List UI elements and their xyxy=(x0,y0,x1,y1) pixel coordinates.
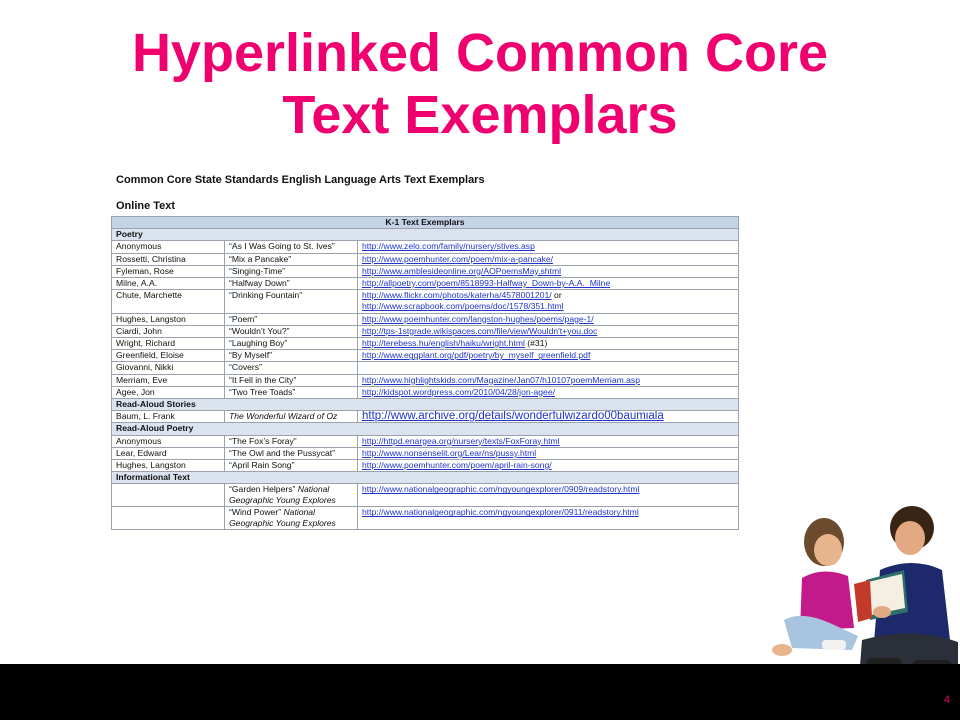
table-row xyxy=(112,241,739,253)
section-row xyxy=(112,472,739,484)
exemplars-table xyxy=(111,216,739,530)
document-heading: Common Core State Standards English Language Arts Text Exemplars xyxy=(116,174,485,186)
author-cell: Agee, Jon xyxy=(112,386,225,398)
section-row xyxy=(112,423,739,435)
exemplar-link[interactable]: http://www.scrapbook.com/poems/doc/1578/351.html xyxy=(362,301,564,312)
title-cell xyxy=(225,350,358,362)
author-cell: Merriam, Eve xyxy=(112,374,225,386)
document-subheading: Online Text xyxy=(116,200,176,212)
link-cell xyxy=(358,241,739,253)
section-row xyxy=(112,229,739,241)
title-cell xyxy=(225,313,358,325)
link-cell xyxy=(358,374,739,386)
exemplar-link[interactable]: http://www.poemhunter.com/poem/april-rain-song/ xyxy=(362,460,552,471)
author-cell: Anonymous xyxy=(112,241,225,253)
title-text: “Poem” xyxy=(229,313,258,324)
link-cell xyxy=(358,338,739,350)
title-text: “Wind Power” xyxy=(229,507,282,518)
link-cell xyxy=(358,484,739,507)
title-cell xyxy=(225,447,358,459)
link-cell xyxy=(358,447,739,459)
author-cell: Anonymous xyxy=(112,435,225,447)
table-row xyxy=(112,290,739,313)
title-cell xyxy=(225,265,358,277)
link-cell xyxy=(358,386,739,398)
section-label: Read-Aloud Stories xyxy=(112,399,739,411)
title-cell xyxy=(225,362,358,374)
author-cell: Chute, Marchette xyxy=(112,290,225,313)
exemplar-link[interactable]: http://www.nationalgeographic.com/ngyoungexplorer/0911/readstory.html xyxy=(362,507,639,518)
exemplar-link[interactable]: http://tps-1stgrade.wikispaces.com/file/view/Wouldn't+you.doc xyxy=(362,325,598,336)
link-cell xyxy=(358,507,739,530)
author-cell: Wright, Richard xyxy=(112,338,225,350)
table-row xyxy=(112,460,739,472)
author-cell: Giovanni, Nikki xyxy=(112,362,225,374)
exemplar-link[interactable]: http://www.poemhunter.com/langston-hughes/poems/page-1/ xyxy=(362,313,594,324)
table-row xyxy=(112,313,739,325)
title-text: “Two Tree Toads” xyxy=(229,386,296,397)
link-joiner: or xyxy=(551,290,562,301)
title-cell xyxy=(225,253,358,265)
exemplar-link[interactable]: http://terebess.hu/english/haiku/wright.html xyxy=(362,338,525,349)
table-row xyxy=(112,435,739,447)
title-text: “By Myself” xyxy=(229,350,272,361)
author-cell: Ciardi, John xyxy=(112,325,225,337)
link-cell xyxy=(358,411,739,423)
title-cell xyxy=(225,386,358,398)
title-text: “Laughing Boy” xyxy=(229,338,288,349)
table-header: K-1 Text Exemplars xyxy=(112,217,739,229)
exemplar-link[interactable]: http://httpd.enargea.org/nursery/texts/FoxForay.html xyxy=(362,435,560,446)
slide-title xyxy=(0,22,960,146)
table-row xyxy=(112,278,739,290)
exemplar-link[interactable]: http://www.nationalgeographic.com/ngyoungexplorer/0909/readstory.html xyxy=(362,484,640,495)
link-suffix: (#31) xyxy=(524,338,548,349)
author-cell: Rossetti, Christina xyxy=(112,253,225,265)
table-row xyxy=(112,374,739,386)
title-text: “Singing-Time” xyxy=(229,265,286,276)
table-row xyxy=(112,507,739,530)
title-text: “Drinking Fountain” xyxy=(229,290,303,301)
table-row xyxy=(112,411,739,423)
title-publication: National Geographic Young Explores xyxy=(229,507,336,529)
exemplar-link[interactable]: http://www.eggplant.org/pdf/poetry/by_myself_greenfield.pdf xyxy=(362,350,591,361)
footer-bar xyxy=(0,664,960,720)
table-row xyxy=(112,325,739,337)
exemplar-link[interactable]: http://allpoetry.com/poem/8518993-Halfway_Down-by-A.A._Milne xyxy=(362,278,611,289)
exemplar-link[interactable]: http://www.zelo.com/family/nursery/stives.asp xyxy=(362,241,535,252)
title-text: “The Fox’s Foray” xyxy=(229,435,297,446)
link-cell xyxy=(358,253,739,265)
exemplar-link[interactable]: http://www.poemhunter.com/poem/mix-a-pancake/ xyxy=(362,253,554,264)
title-cell xyxy=(225,290,358,313)
title-cell xyxy=(225,507,358,530)
title-cell xyxy=(225,435,358,447)
title-text: “The Owl and the Pussycat” xyxy=(229,447,336,458)
title-cell xyxy=(225,484,358,507)
title-text: “Mix a Pancake” xyxy=(229,253,292,264)
table-row xyxy=(112,265,739,277)
exemplar-link[interactable]: http://www.archive.org/details/wonderfulwizardo00baumiala xyxy=(362,410,664,423)
page-number: 4 xyxy=(943,694,950,706)
table-header-row xyxy=(112,217,739,229)
title-cell xyxy=(225,241,358,253)
slide-title-line2: Text Exemplars xyxy=(282,85,678,145)
table-row xyxy=(112,447,739,459)
title-cell xyxy=(225,338,358,350)
title-text: The Wonderful Wizard of Oz xyxy=(229,411,338,422)
exemplar-link[interactable]: http://www.highlightskids.com/Magazine/Jan07/h10107poemMerriam.asp xyxy=(362,374,641,385)
slide-title-line1: Hyperlinked Common Core xyxy=(131,23,829,83)
table-row xyxy=(112,350,739,362)
section-label: Read-Aloud Poetry xyxy=(112,423,739,435)
link-cell xyxy=(358,290,739,313)
link-cell xyxy=(358,460,739,472)
table-row xyxy=(112,253,739,265)
title-cell xyxy=(225,278,358,290)
link-cell xyxy=(358,350,739,362)
author-cell: Fyleman, Rose xyxy=(112,265,225,277)
author-cell: Lear, Edward xyxy=(112,447,225,459)
link-cell xyxy=(358,313,739,325)
exemplar-link[interactable]: http://www.amblesideonline.org/AOPoemsMay.shtml xyxy=(362,265,562,276)
section-label: Informational Text xyxy=(112,472,739,484)
title-cell xyxy=(225,460,358,472)
exemplar-link[interactable]: http://kidspot.wordpress.com/2010/04/28/jon-agee/ xyxy=(362,386,555,397)
author-cell xyxy=(112,507,225,530)
title-publication: National Geographic Young Explores xyxy=(229,484,336,506)
exemplar-link[interactable]: http://www.nonsenselit.org/Lear/ns/pussy.html xyxy=(362,447,537,458)
link-cell xyxy=(358,278,739,290)
title-text: “Halfway Down” xyxy=(229,278,290,289)
link-cell xyxy=(358,265,739,277)
link-cell xyxy=(358,435,739,447)
title-text: “Covers” xyxy=(229,362,262,373)
title-text: “April Rain Song” xyxy=(229,460,295,471)
title-cell xyxy=(225,325,358,337)
table-row xyxy=(112,484,739,507)
title-cell xyxy=(225,374,358,386)
title-text: “Garden Helpers” xyxy=(229,484,296,495)
title-text: “As I Was Going to St. Ives” xyxy=(229,241,335,252)
link-cell xyxy=(358,362,739,374)
author-cell xyxy=(112,484,225,507)
author-cell: Baum, L. Frank xyxy=(112,411,225,423)
author-cell: Greenfield, Eloise xyxy=(112,350,225,362)
author-cell: Hughes, Langston xyxy=(112,313,225,325)
section-label: Poetry xyxy=(112,229,739,241)
link-cell xyxy=(358,325,739,337)
exemplar-link[interactable]: http://www.flickr.com/photos/katerha/4578001201/ xyxy=(362,290,552,301)
title-text: “It Fell in the City” xyxy=(229,374,297,385)
author-cell: Milne, A.A. xyxy=(112,278,225,290)
children-reading-illustration xyxy=(762,500,960,680)
table-row xyxy=(112,338,739,350)
table-row xyxy=(112,386,739,398)
table-row xyxy=(112,362,739,374)
title-cell xyxy=(225,411,358,423)
section-row xyxy=(112,399,739,411)
author-cell: Hughes, Langston xyxy=(112,460,225,472)
title-text: “Wouldn’t You?” xyxy=(229,325,290,336)
